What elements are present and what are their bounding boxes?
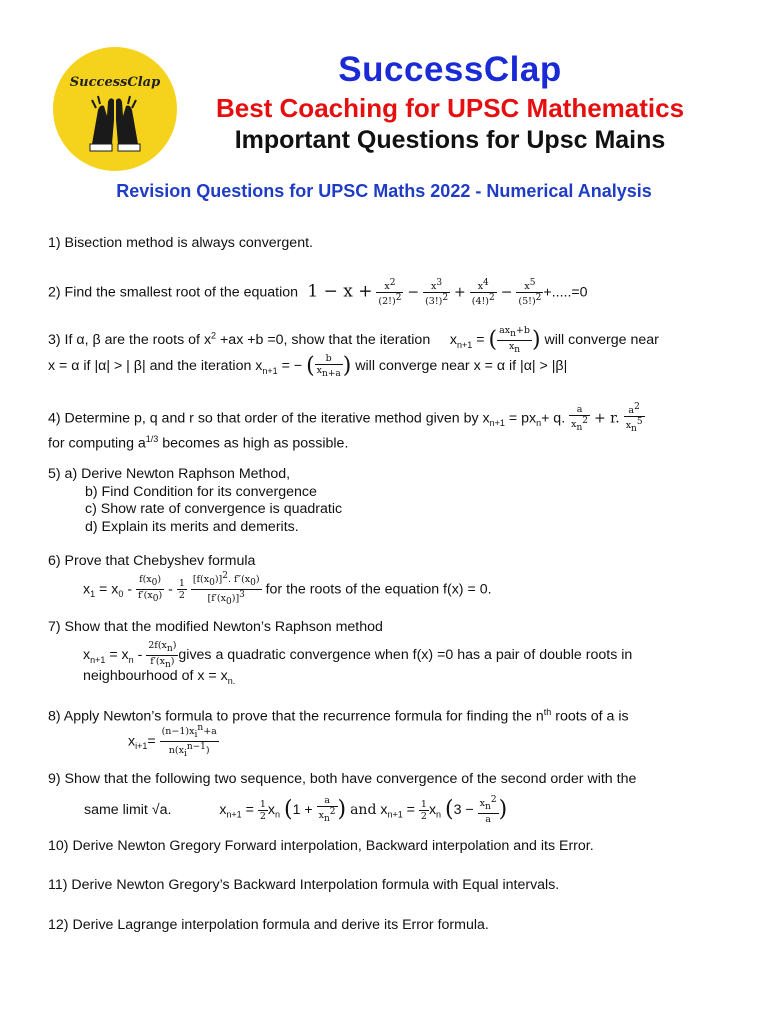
- question-10: 10) Derive Newton Gregory Forward interpolation, Backward interpolation and its Error.: [48, 838, 594, 854]
- question-7-line-3: neighbourhood of $x = x_{n.}$: [83, 668, 236, 686]
- question-11: 11) Derive Newton Gregory’s Backward Interpolation formula with Equal intervals.: [48, 877, 560, 893]
- question-12: 12) Derive Lagrange interpolation formula and derive its Error formula.: [48, 917, 489, 933]
- question-6-formula: $x_1 = x_0$ - $\frac{f(x_0)}{f'(x_0)}$ - $\frac{1}{2}$ $\frac{[f(x_0)]^2. f''(x_0)}{[f'(x_0)]^3}$ for the roots of the equation f(x) = 0.: [83, 571, 492, 608]
- question-9-line-2: same limit √a. $x_{n+1}$ = $\frac{1}{2}$ $x_n$ (1 + $\frac{a}{x_n^2}$ ) and $x_{n+1}$ = $\frac{1}{2}$ $x_n$ (3 − $\frac{x_n^2}{a}$ ): [84, 795, 508, 826]
- question-8-line-1: 8) Apply Newton’s formula to prove that the recurrence formula for finding the $n^{th}$ roots of a is: [48, 707, 629, 725]
- question-3-line-1: 3) If α, β are the roots of $x^2 +ax +b =0$, show that the iteration $x_{n+1}$ = ( $\frac{ax_n+b}{x_n}$ ) will converge near: [48, 325, 659, 355]
- question-4-line-1: 4) Determine p, q and r so that order of the iterative method given by $x_{n+1} = px_n+ q$. $\frac{a}{x_n^2}$ + r. $\frac{a^2}{x_n^5}$: [48, 402, 643, 435]
- question-7-formula: $x_{n+1} = x_n$ - $\frac{2f(x_n)}{f'(x_n)}$ gives a quadratic convergence when f(x) =0 has a pair of double roots in: [83, 640, 633, 670]
- question-2: 2) Find the smallest root of the equation 1 − x + $\frac{x^2}{(2!)^2}$ − $\frac{x^3}{(3!)^2}$ + $\frac{x^4}{(4!)^2}$ − $\frac{x^5}{(5!)^2}$ +.....=0: [48, 278, 588, 308]
- section-heading: Revision Questions for UPSC Maths 2022 - Numerical Analysis: [116, 181, 652, 201]
- successclap-logo: [52, 46, 178, 172]
- question-9-line-1: 9) Show that the following two sequence, both have convergence of the second order with the: [48, 771, 637, 787]
- tagline: Best Coaching for UPSC Mathematics: [215, 93, 685, 123]
- question-5-d: d) Explain its merits and demerits.: [85, 519, 299, 535]
- question-4-line-2: for computing $a^{1/3}$ becomes as high as possible.: [48, 434, 349, 452]
- question-1: 1) Bisection method is always convergent.: [48, 235, 313, 251]
- question-3-line-2: x = α if |α| > | β| and the iteration $x_{n+1}$ = − ( $\frac{b}{x_{n+a}}$ ) will converge near x = α if |α| > |β|: [48, 353, 568, 379]
- subtitle: Important Questions for Upsc Mains: [234, 126, 666, 154]
- question-2-tail: +.....=0: [543, 284, 588, 301]
- question-5-a: 5) a) Derive Newton Raphson Method,: [48, 466, 291, 482]
- question-6-line-1: 6) Prove that Chebyshev formula: [48, 553, 256, 569]
- brand-title: SuccessClap: [338, 50, 562, 89]
- question-8-formula: $x_{i+1}=$ $\frac{(n-1)x_i^n+a}{n(x_i^{n-1})}$: [128, 723, 217, 760]
- question-7-line-1: 7) Show that the modified Newton’s Raphson method: [48, 619, 383, 635]
- question-2-text: 2) Find the smallest root of the equation: [48, 284, 298, 301]
- svg-text:SuccessClap: SuccessClap: [69, 75, 161, 90]
- question-5-c: c) Show rate of convergence is quadratic: [85, 501, 343, 517]
- question-5-b: b) Find Condition for its convergence: [85, 484, 317, 500]
